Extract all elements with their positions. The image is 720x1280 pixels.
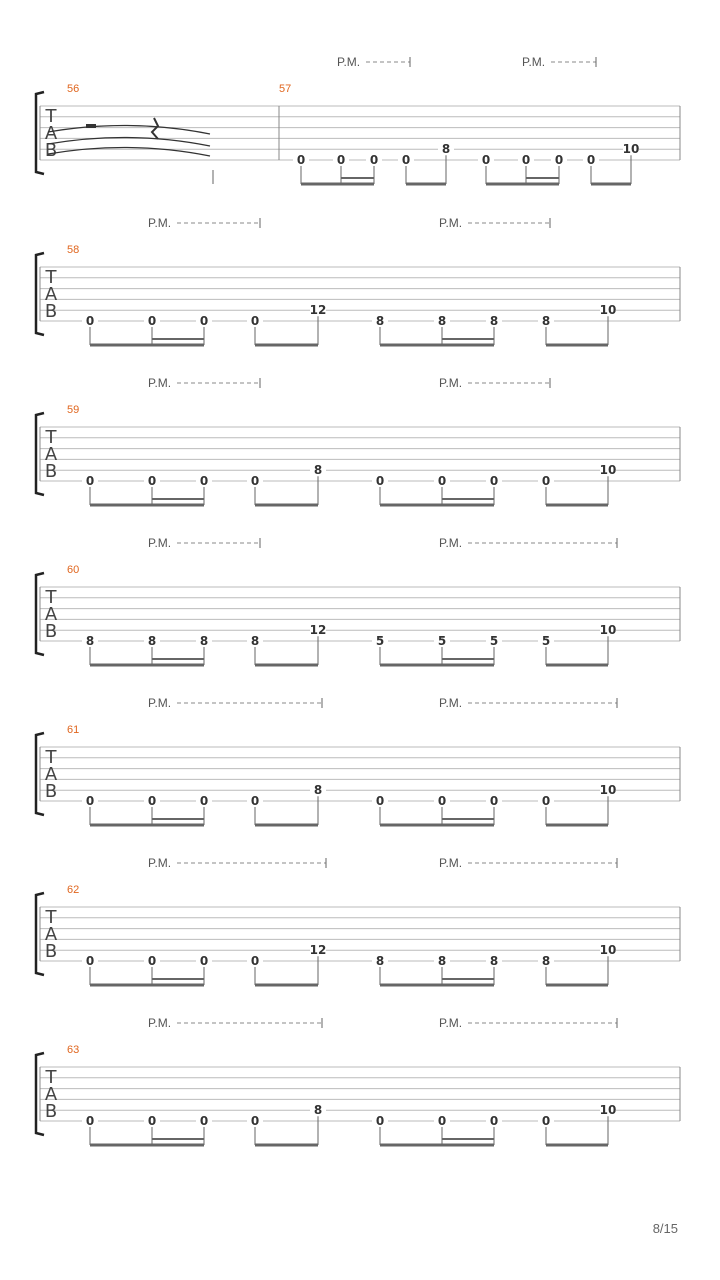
fret-number: 0 <box>437 1114 447 1128</box>
palm-mute <box>148 1016 322 1030</box>
fret-number: 8 <box>437 314 447 328</box>
tab-clef-letter: A <box>44 924 58 945</box>
measure-number: 61 <box>67 724 80 736</box>
fret-number: 10 <box>622 142 640 157</box>
tab-clef-letter: A <box>44 1084 58 1105</box>
tab-clef-letter: T <box>45 747 57 768</box>
measure-number: 58 <box>67 244 80 256</box>
fret-number: 0 <box>199 314 209 328</box>
tab-system <box>36 536 680 665</box>
measure-number: 59 <box>67 404 80 416</box>
tab-system <box>36 696 680 825</box>
tab-clef-letter: B <box>44 621 58 642</box>
fret-number: 0 <box>489 1114 499 1128</box>
palm-mute-label: P.M. <box>439 376 463 390</box>
fret-number: 8 <box>541 954 551 968</box>
tab-system <box>36 55 680 184</box>
palm-mute-label: P.M. <box>439 856 463 870</box>
fret-number: 8 <box>489 954 499 968</box>
fret-number: 12 <box>309 303 327 318</box>
fret-number: 8 <box>441 142 451 157</box>
fret-number: 0 <box>147 794 157 808</box>
fret-number: 0 <box>85 954 95 968</box>
fret-number: 0 <box>489 794 499 808</box>
fret-number: 10 <box>599 303 617 318</box>
fret-number: 0 <box>437 794 447 808</box>
palm-mute-label: P.M. <box>148 376 172 390</box>
palm-mute <box>148 536 260 550</box>
fret-number: 0 <box>437 474 447 488</box>
fret-number: 0 <box>85 794 95 808</box>
tab-clef-letter: T <box>45 106 57 127</box>
fret-number: 8 <box>313 783 323 798</box>
fret-number: 0 <box>554 153 564 167</box>
fret-number: 0 <box>481 153 491 167</box>
palm-mute-label: P.M. <box>148 216 172 230</box>
fret-number: 0 <box>296 153 306 167</box>
fret-number: 0 <box>375 794 385 808</box>
fret-number: 8 <box>250 634 260 648</box>
fret-number: 0 <box>199 794 209 808</box>
fret-number: 0 <box>541 1114 551 1128</box>
tab-system <box>36 376 680 505</box>
palm-mute-label: P.M. <box>522 55 546 69</box>
fret-number: 10 <box>599 943 617 958</box>
fret-number: 0 <box>199 474 209 488</box>
fret-number: 0 <box>521 153 531 167</box>
tab-clef-letter: B <box>44 781 58 802</box>
fret-number: 8 <box>489 314 499 328</box>
fret-number: 0 <box>250 794 260 808</box>
fret-number: 8 <box>313 1103 323 1118</box>
fret-number: 0 <box>147 954 157 968</box>
fret-number: 0 <box>489 474 499 488</box>
quarter-rest <box>152 118 158 139</box>
fret-number: 10 <box>599 623 617 638</box>
half-rest <box>86 124 96 128</box>
fret-number: 5 <box>541 634 551 648</box>
palm-mute-label: P.M. <box>148 696 172 710</box>
palm-mute <box>337 55 410 69</box>
fret-number: 0 <box>250 474 260 488</box>
palm-mute-label: P.M. <box>337 55 361 69</box>
fret-number: 12 <box>309 943 327 958</box>
fret-number: 5 <box>437 634 447 648</box>
tie-curve <box>48 125 210 134</box>
fret-number: 0 <box>250 314 260 328</box>
fret-number: 8 <box>437 954 447 968</box>
palm-mute <box>148 376 260 390</box>
tab-clef-letter: T <box>45 907 57 928</box>
tab-clef-letter: A <box>44 444 58 465</box>
fret-number: 0 <box>85 314 95 328</box>
tab-clef-letter: B <box>44 140 58 161</box>
tab-clef-letter: T <box>45 267 57 288</box>
palm-mute <box>148 216 260 230</box>
fret-number: 8 <box>541 314 551 328</box>
tab-clef-letter: T <box>45 587 57 608</box>
fret-number: 0 <box>541 794 551 808</box>
palm-mute-label: P.M. <box>439 1016 463 1030</box>
tab-clef-letter: T <box>45 1067 57 1088</box>
tab-clef-letter: B <box>44 941 58 962</box>
fret-number: 10 <box>599 1103 617 1118</box>
fret-number: 5 <box>489 634 499 648</box>
fret-number: 0 <box>541 474 551 488</box>
measure-number: 57 <box>279 83 292 95</box>
fret-number: 8 <box>85 634 95 648</box>
tab-system <box>36 216 680 345</box>
palm-mute-label: P.M. <box>439 696 463 710</box>
fret-number: 8 <box>147 634 157 648</box>
fret-number: 10 <box>599 783 617 798</box>
fret-number: 0 <box>147 474 157 488</box>
fret-number: 0 <box>401 153 411 167</box>
palm-mute <box>439 216 550 230</box>
palm-mute-label: P.M. <box>148 856 172 870</box>
fret-number: 0 <box>85 474 95 488</box>
tab-clef-letter: A <box>44 604 58 625</box>
fret-number: 0 <box>199 1114 209 1128</box>
fret-number: 0 <box>586 153 596 167</box>
fret-number: 0 <box>147 1114 157 1128</box>
fret-number: 8 <box>199 634 209 648</box>
tab-clef-letter: T <box>45 427 57 448</box>
tab-system <box>36 856 680 985</box>
fret-number: 5 <box>375 634 385 648</box>
palm-mute-label: P.M. <box>439 536 463 550</box>
palm-mute <box>439 696 617 710</box>
palm-mute-label: P.M. <box>439 216 463 230</box>
fret-number: 0 <box>250 954 260 968</box>
palm-mute <box>439 536 617 550</box>
fret-number: 12 <box>309 623 327 638</box>
palm-mute <box>439 376 550 390</box>
fret-number: 8 <box>375 954 385 968</box>
fret-number: 0 <box>375 1114 385 1128</box>
fret-number: 10 <box>599 463 617 478</box>
measure-number: 56 <box>67 83 80 95</box>
tab-clef-letter: B <box>44 1101 58 1122</box>
fret-number: 0 <box>199 954 209 968</box>
tab-clef-letter: A <box>44 764 58 785</box>
tab-clef-letter: B <box>44 301 58 322</box>
fret-number: 0 <box>85 1114 95 1128</box>
fret-number: 0 <box>336 153 346 167</box>
page-number: 8/15 <box>652 1221 678 1236</box>
fret-number: 8 <box>375 314 385 328</box>
fret-number: 0 <box>250 1114 260 1128</box>
fret-number: 8 <box>313 463 323 478</box>
measure-number: 62 <box>67 884 80 896</box>
palm-mute-label: P.M. <box>148 536 172 550</box>
tab-system <box>36 1016 680 1145</box>
fret-number: 0 <box>369 153 379 167</box>
tab-clef-letter: A <box>44 284 58 305</box>
fret-number: 0 <box>147 314 157 328</box>
palm-mute <box>439 856 617 870</box>
palm-mute <box>522 55 596 69</box>
tab-clef-letter: A <box>44 123 58 144</box>
palm-mute <box>148 696 322 710</box>
tab-clef-letter: B <box>44 461 58 482</box>
palm-mute <box>148 856 326 870</box>
measure-number: 63 <box>67 1044 80 1056</box>
fret-number: 0 <box>375 474 385 488</box>
palm-mute-label: P.M. <box>148 1016 172 1030</box>
palm-mute <box>439 1016 617 1030</box>
measure-number: 60 <box>67 564 80 576</box>
